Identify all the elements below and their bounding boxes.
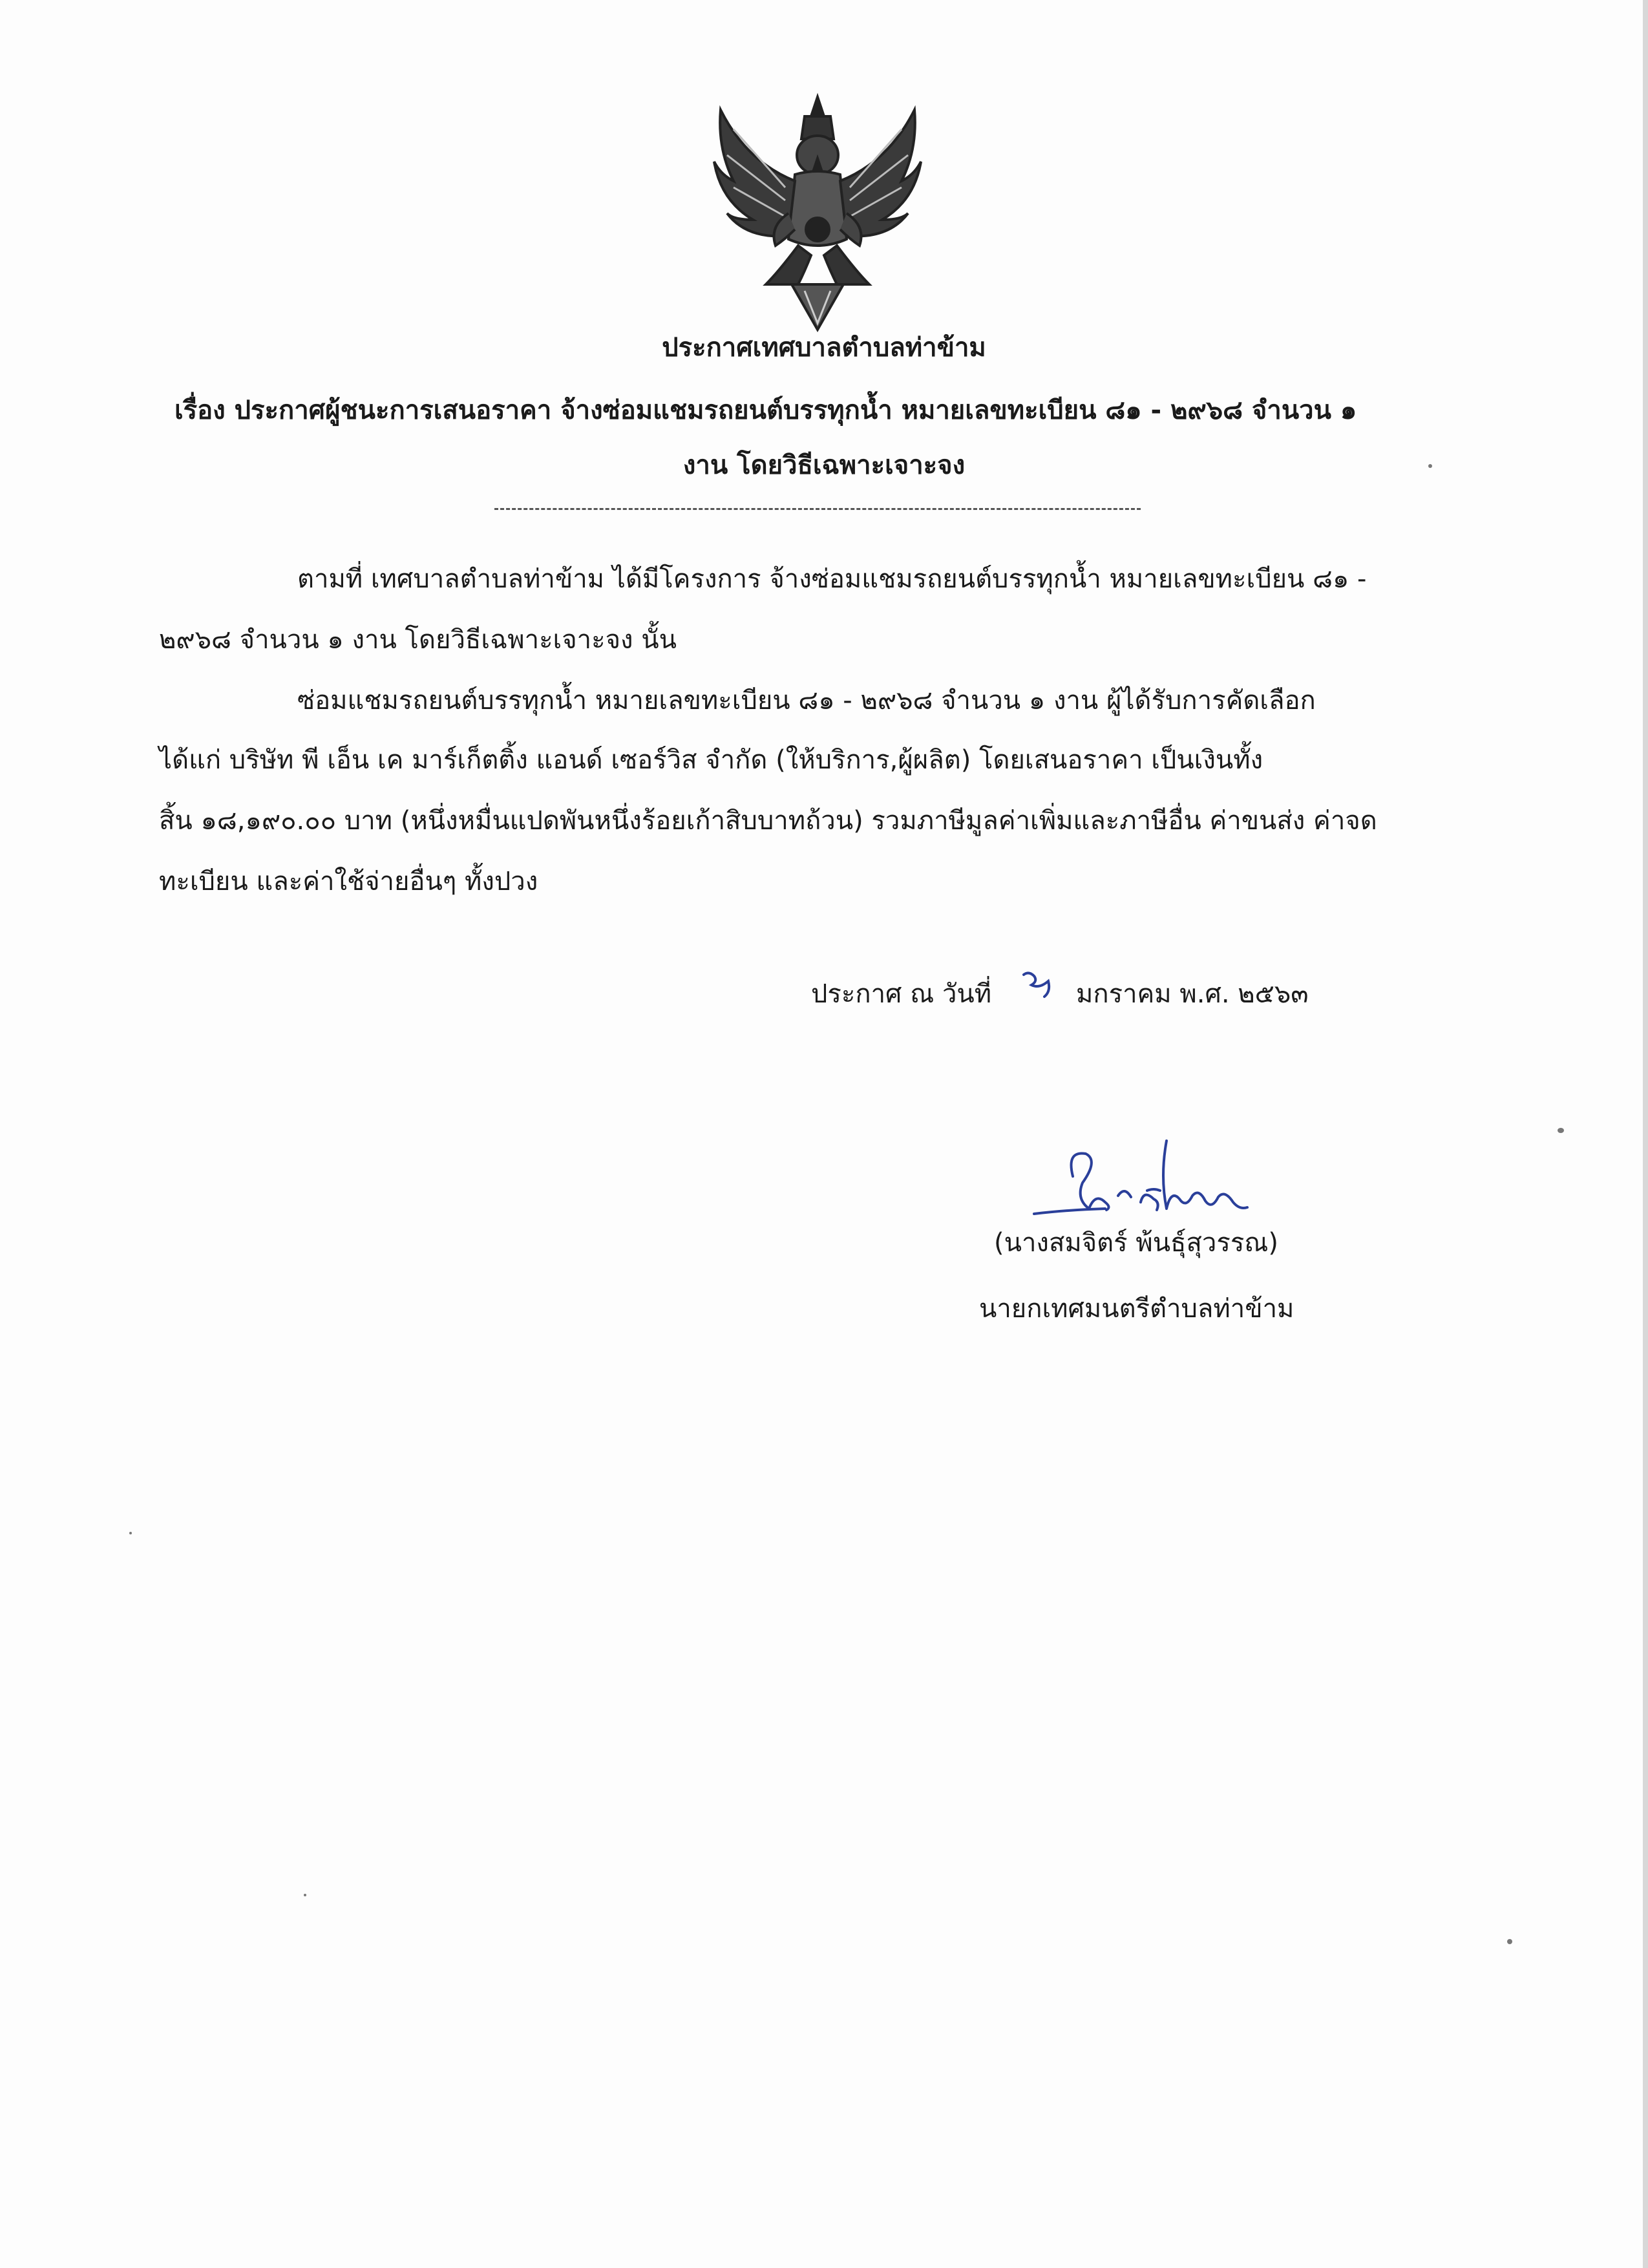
dateline-month-year: มกราคม พ.ศ. ๒๕๖๓ <box>1076 979 1309 1009</box>
paragraph-2-line-3: สิ้น ๑๘,๑๙๐.๐๐ บาท (หนึ่งหมื่นแปดพันหนึ่งร้อยเก้าสิบบาทถ้วน) รวมภาษีมูลค่าเพิ่มและภาษีอื่น ค่าขนส่ง ค่าจด <box>159 806 1377 836</box>
paragraph-2-line-4: ทะเบียน และค่าใช้จ่ายอื่นๆ ทั้งปวง <box>159 867 538 896</box>
signatory-name: (นางสมจิตร์ พ้นธุ์สุวรรณ) <box>994 1228 1279 1258</box>
scan-speck <box>1428 464 1432 468</box>
paragraph-2-line-2: ได้แก่ บริษัท พี เอ็น เค มาร์เก็ตติ้ง แอนด์ เซอร์วิส จำกัด (ให้บริการ,ผู้ผลิต) โดยเสนอราคา เป็นเงินทั้ง <box>159 745 1263 775</box>
paragraph-1-line-2: ๒๙๖๘ จำนวน ๑ งาน โดยวิธีเฉพาะเจาะจง นั้น <box>159 625 677 655</box>
scan-speck <box>129 1532 132 1534</box>
dateline-label: ประกาศ ณ วันที่ <box>811 979 992 1009</box>
handwritten-day <box>1020 970 1055 999</box>
scan-speck <box>1507 1939 1512 1944</box>
issuer-heading: ประกาศเทศบาลตำบลท่าข้าม <box>662 333 986 363</box>
signature-mark <box>1028 1138 1260 1228</box>
signatory-title: นายกเทศมนตรีตำบลท่าข้าม <box>979 1294 1294 1324</box>
garuda-emblem-icon <box>708 90 927 336</box>
scan-speck <box>1558 1128 1564 1133</box>
paragraph-1-line-1: ตามที่ เทศบาลตำบลท่าข้าม ได้มีโครงการ จ้างซ่อมแชมรถยนต์บรรทุกน้ำ หมายเลขทะเบียน ๘๑ - <box>297 564 1367 594</box>
subject-line-2: งาน โดยวิธีเฉพาะเจาะจง <box>682 450 966 480</box>
scan-speck <box>304 1894 306 1896</box>
separator-line <box>494 508 1141 510</box>
paragraph-2-line-1: ซ่อมแชมรถยนต์บรรทุกน้ำ หมายเลขทะเบียน ๘๑ - ๒๙๖๘ จำนวน ๑ งาน ผู้ได้รับการคัดเลือก <box>297 686 1316 715</box>
subject-line-1: เรื่อง ประกาศผู้ชนะการเสนอราคา จ้างซ่อมแชมรถยนต์บรรทุกน้ำ หมายเลขทะเบียน ๘๑ - ๒๙๖๘ จำนวน ๑ <box>174 396 1357 425</box>
